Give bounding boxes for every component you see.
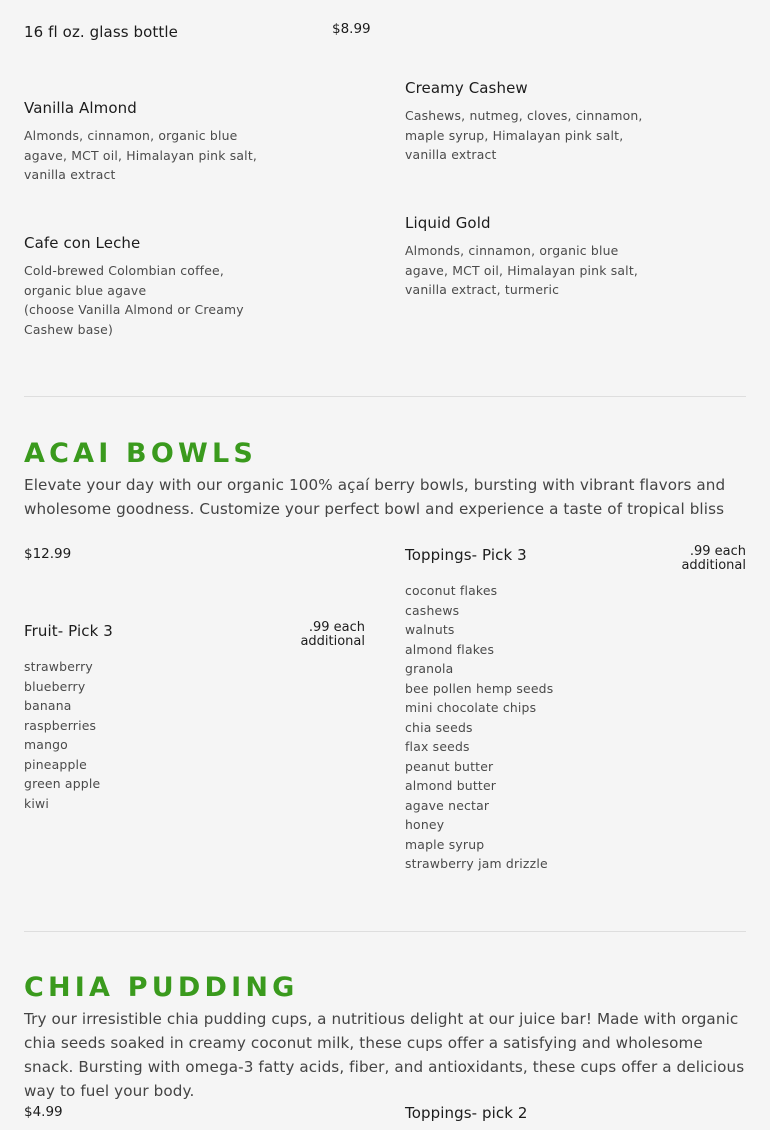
list-item: maple syrup bbox=[405, 836, 485, 852]
item-title: Vanilla Almond bbox=[24, 99, 137, 117]
list-item: blueberry bbox=[24, 678, 86, 694]
acai-price: $12.99 bbox=[24, 546, 72, 562]
toppings-options-list bbox=[405, 581, 553, 874]
list-item: strawberry jam drizzle bbox=[405, 856, 548, 871]
list-item: cashews bbox=[405, 602, 460, 618]
list-item: bee pollen hemp seeds bbox=[405, 680, 554, 696]
item-description: Cashews, nutmeg, cloves, cinnamon, maple syrup, Himalayan pink salt, vanilla extract bbox=[405, 108, 643, 162]
section-title-chia-pudding: CHIA PUDDING bbox=[24, 972, 299, 1003]
list-item: kiwi bbox=[24, 795, 49, 811]
fruit-group-title: Fruit- Pick 3 bbox=[24, 622, 113, 640]
item-description: Almonds, cinnamon, organic blue agave, MCT oil, Himalayan pink salt, vanilla extract bbox=[24, 128, 258, 182]
list-item: strawberry bbox=[24, 659, 93, 674]
bottle-size-label: 16 fl oz. glass bottle bbox=[24, 23, 178, 41]
chia-toppings-title: Toppings- pick 2 bbox=[405, 1104, 528, 1122]
list-item: mini chocolate chips bbox=[405, 700, 537, 715]
list-item: chia seeds bbox=[405, 719, 473, 735]
list-item: mango bbox=[24, 737, 68, 752]
list-item: agave nectar bbox=[405, 797, 490, 813]
list-item: pineapple bbox=[24, 756, 87, 772]
item-description-line: (choose Vanilla Almond or Creamy Cashew base) bbox=[24, 302, 244, 337]
list-item: granola bbox=[405, 661, 454, 676]
bottle-price: $8.99 bbox=[332, 21, 371, 37]
item-title: Cafe con Leche bbox=[24, 234, 141, 252]
section-divider bbox=[24, 931, 746, 932]
item-title: Liquid Gold bbox=[405, 214, 491, 232]
item-description: Almonds, cinnamon, organic blue agave, MCT oil, Himalayan pink salt, vanilla extract, turmeric bbox=[405, 243, 639, 297]
fruit-extra-price: .99 each additional bbox=[300, 620, 365, 649]
section-divider bbox=[24, 396, 746, 397]
list-item: banana bbox=[24, 698, 72, 713]
toppings-extra-price: .99 each additional bbox=[681, 544, 746, 573]
section-description-acai: Elevate your day with our organic 100% açaí berry bowls, bursting with vibrant flavors and wholesome goodness. Customize your perfect bowl and experience a taste of tropical bliss bbox=[24, 476, 726, 518]
list-item: coconut flakes bbox=[405, 583, 498, 598]
item-description bbox=[24, 261, 274, 339]
item-description-line: Cold-brewed Colombian coffee, organic blue agave bbox=[24, 263, 225, 298]
item-title: Creamy Cashew bbox=[405, 79, 528, 97]
toppings-group-title: Toppings- Pick 3 bbox=[405, 546, 527, 564]
fruit-options-list bbox=[24, 657, 100, 813]
list-item: walnuts bbox=[405, 622, 455, 637]
list-item: raspberries bbox=[24, 717, 97, 733]
chia-price: $4.99 bbox=[24, 1104, 63, 1120]
list-item: honey bbox=[405, 817, 445, 832]
list-item: peanut butter bbox=[405, 758, 494, 774]
list-item: almond flakes bbox=[405, 641, 495, 657]
list-item: almond butter bbox=[405, 778, 497, 793]
list-item: flax seeds bbox=[405, 739, 470, 754]
list-item: green apple bbox=[24, 776, 101, 791]
section-description-chia: Try our irresistible chia pudding cups, a nutritious delight at our juice bar! Made with organic chia seeds soaked in creamy coconut milk, these cups offer a satisfying and wholesome snack. Bursting with omega-3 fatty acids, fiber, and antioxidants, these cups offer a delicious way to fuel your body. bbox=[24, 1010, 745, 1100]
section-title-acai-bowls: ACAI BOWLS bbox=[24, 438, 258, 469]
